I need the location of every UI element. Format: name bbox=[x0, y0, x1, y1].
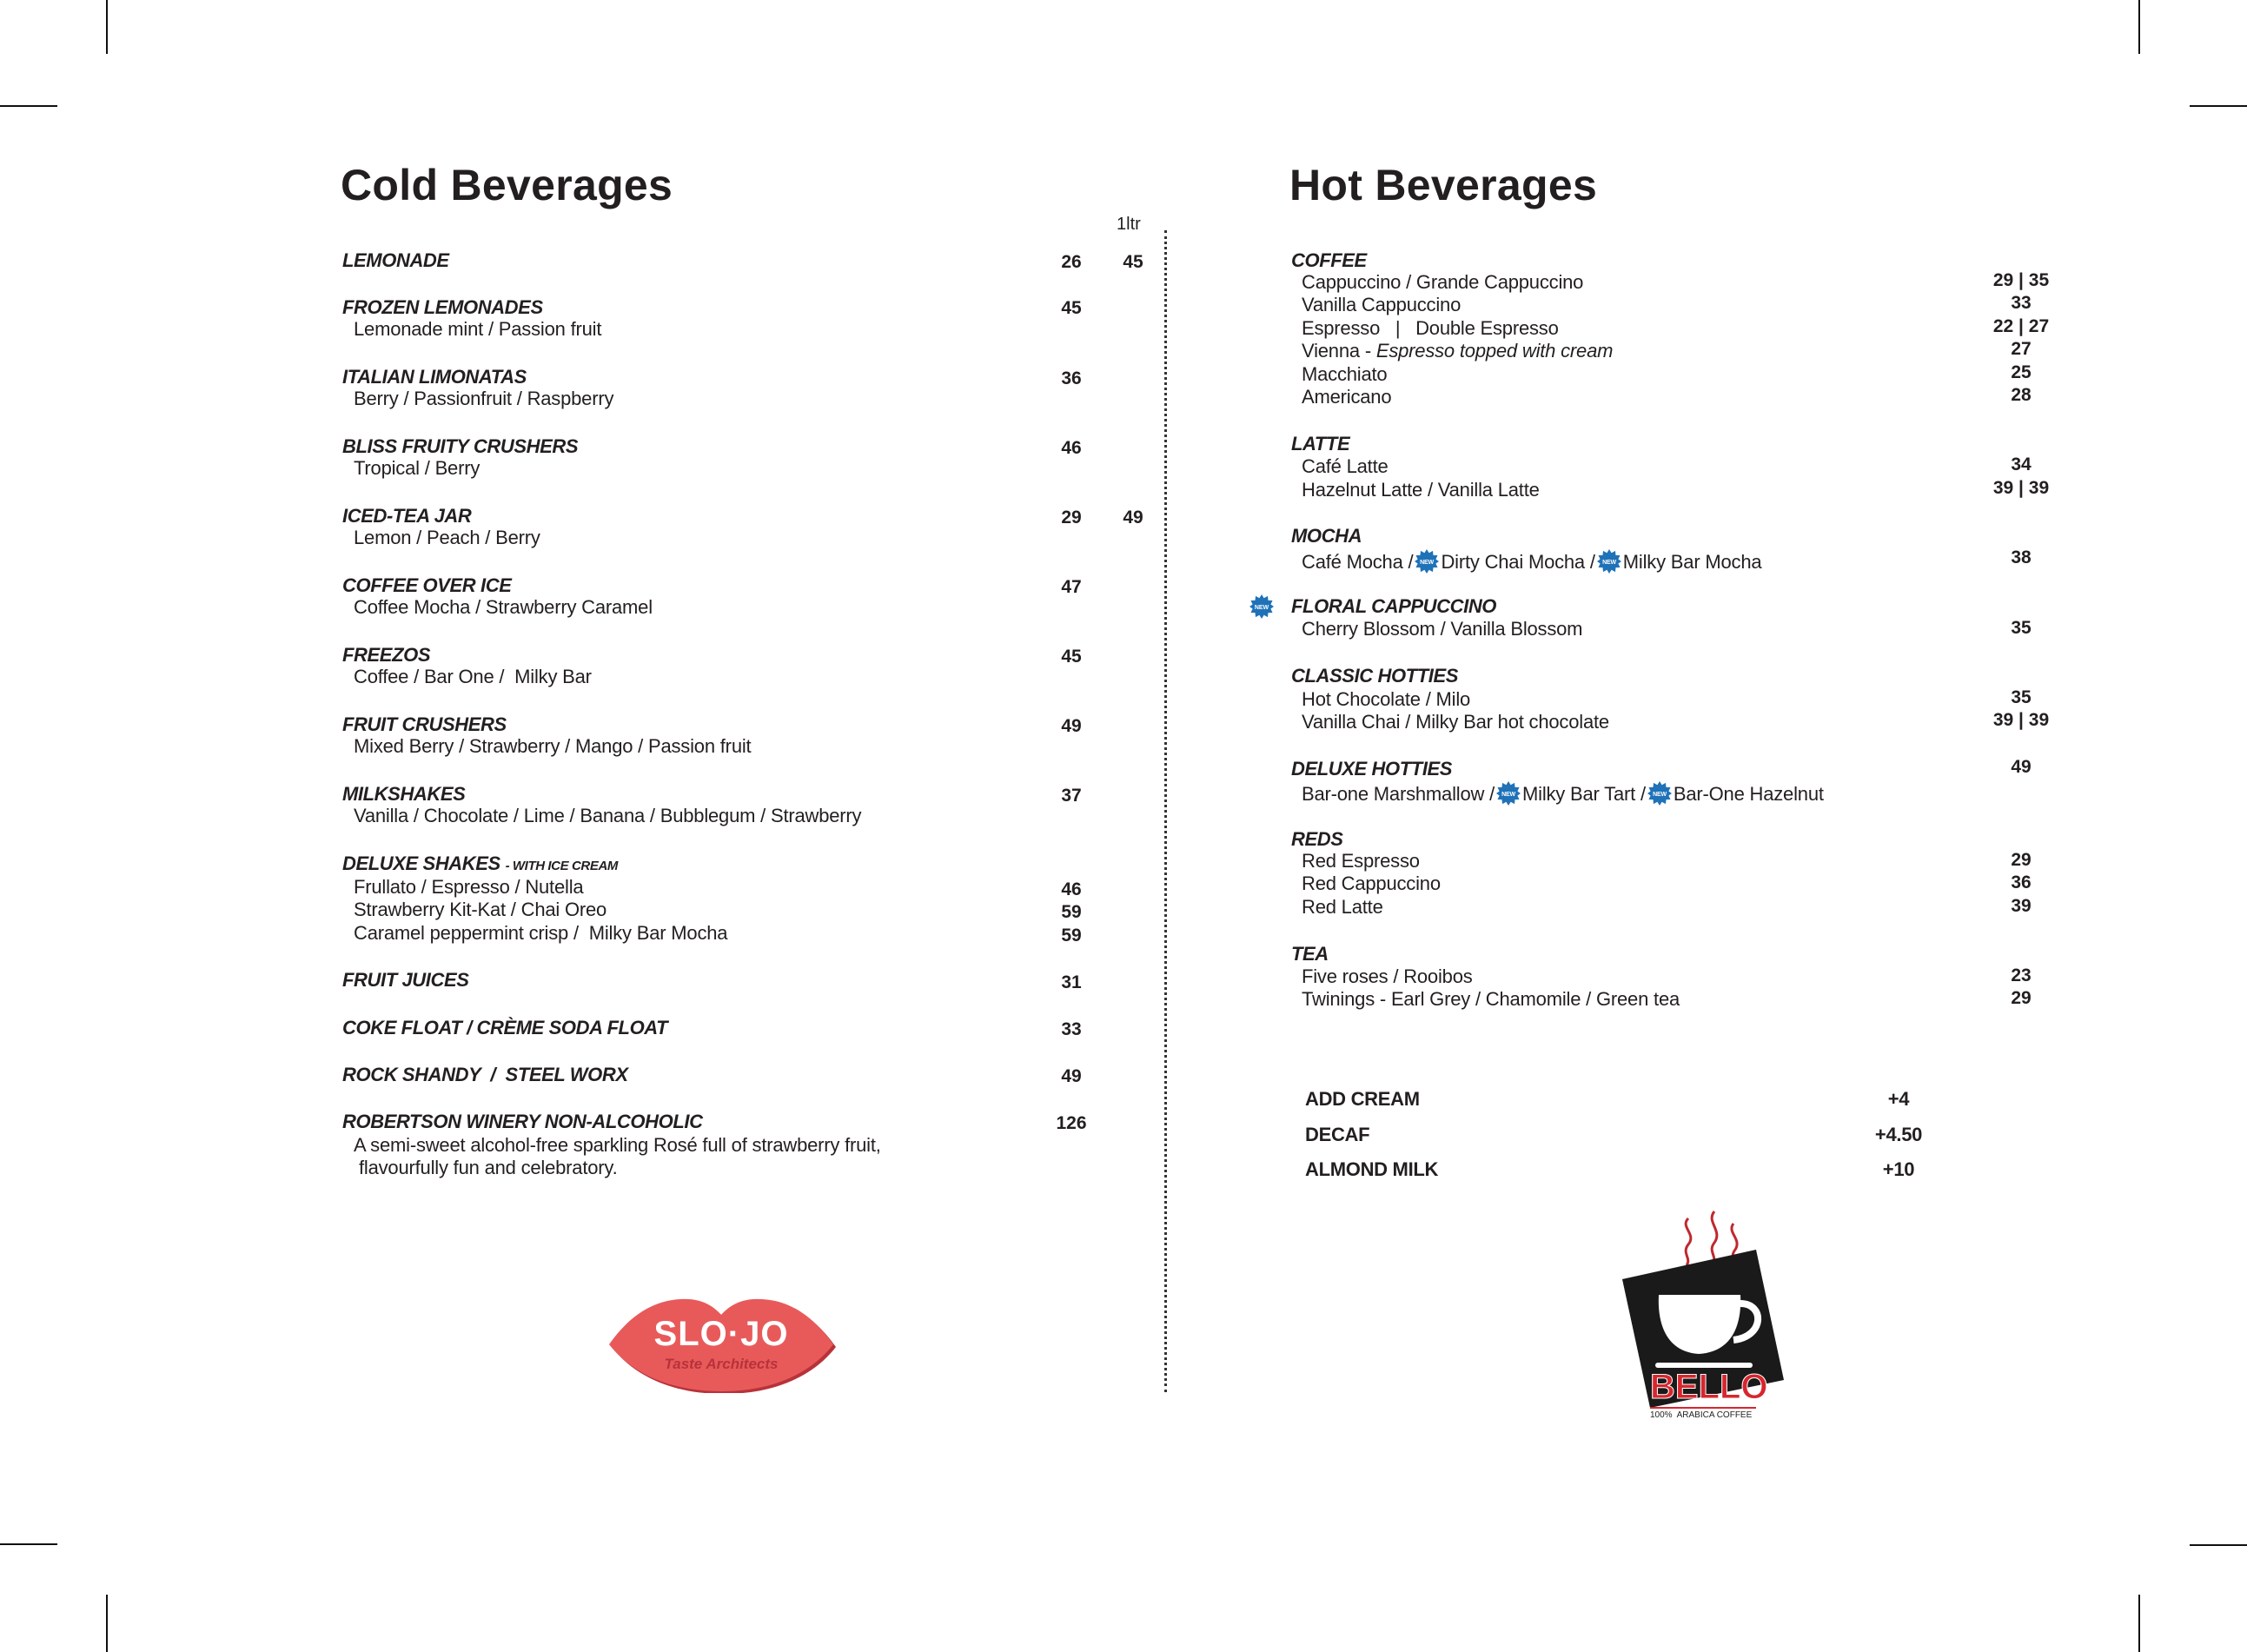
menu-item-desc: Coffee Mocha / Strawberry Caramel bbox=[354, 596, 653, 618]
menu-item-price: 35 bbox=[2011, 618, 2032, 638]
menu-item-price: 31 bbox=[1061, 972, 1082, 992]
section-heading-deluxe-hotties: DELUXE HOTTIES bbox=[1291, 758, 1453, 780]
menu-item-label: Americano bbox=[1302, 386, 1392, 408]
crop-mark-br-horizontal bbox=[2190, 1544, 2247, 1546]
menu-item-name: ICED-TEA JAR bbox=[342, 505, 472, 527]
menu-item-label: Vanilla Cappuccino bbox=[1302, 294, 1462, 315]
menu-item-price: 29 | 35 bbox=[1992, 270, 2050, 290]
menu-item-price: 39 bbox=[2011, 896, 2032, 916]
crop-mark-tl-horizontal bbox=[0, 105, 57, 107]
menu-item-desc-line2: flavourfully fun and celebratory. bbox=[359, 1157, 618, 1178]
menu-item-name: ITALIAN LIMONATAS bbox=[342, 366, 527, 388]
menu-item-price: 39 | 39 bbox=[1992, 478, 2050, 498]
crop-mark-bl-vertical bbox=[106, 1595, 108, 1652]
menu-item-price: 47 bbox=[1061, 577, 1082, 597]
menu-item-price: 38 bbox=[2011, 547, 2032, 567]
addon-label: ADD CREAM bbox=[1305, 1088, 1420, 1110]
menu-item-name: FREEZOS bbox=[342, 644, 431, 666]
menu-option-price: 46 bbox=[1061, 879, 1082, 899]
slojo-wordmark: SLO·JO bbox=[653, 1315, 789, 1353]
menu-item-price: 39 | 39 bbox=[1992, 710, 2050, 730]
bello-wordmark: BELLO bbox=[1650, 1368, 1768, 1406]
menu-item-price-1ltr: 49 bbox=[1123, 508, 1143, 527]
menu-item-name: ROBERTSON WINERY NON-ALCOHOLIC bbox=[342, 1111, 703, 1132]
deluxe-shakes-note: - WITH ICE CREAM bbox=[505, 859, 618, 873]
menu-item-label: Red Cappuccino bbox=[1302, 872, 1441, 894]
menu-item-price: 37 bbox=[1061, 786, 1082, 806]
svg-text:NEW: NEW bbox=[1601, 560, 1616, 566]
menu-item-price: 29 bbox=[1061, 508, 1082, 527]
crop-mark-tl-vertical bbox=[106, 0, 108, 54]
menu-item-price: 27 bbox=[2011, 339, 2032, 359]
section-heading-reds: REDS bbox=[1291, 828, 1343, 850]
menu-option-price: 59 bbox=[1061, 926, 1082, 945]
menu-item-desc: Mixed Berry / Strawberry / Mango / Passion fruit bbox=[354, 735, 752, 757]
crop-mark-bl-horizontal bbox=[0, 1543, 57, 1545]
menu-item-label: Five roses / Rooibos bbox=[1302, 965, 1473, 987]
bar-one-hazelnut-label: Bar-One Hazelnut bbox=[1673, 783, 1824, 805]
dirty-chai-mocha-label: Dirty Chai Mocha / bbox=[1441, 551, 1595, 573]
slojo-logo bbox=[604, 1290, 838, 1393]
menu-item-name bbox=[342, 854, 618, 873]
menu-item-name: COFFEE OVER ICE bbox=[342, 574, 512, 596]
menu-item-label bbox=[1302, 781, 1824, 806]
new-badge-icon bbox=[1249, 594, 1274, 619]
section-heading-tea: TEA bbox=[1291, 943, 1329, 965]
menu-item-label: Red Espresso bbox=[1302, 850, 1420, 872]
bar-one-marshmallow-label: Bar-one Marshmallow / bbox=[1302, 783, 1495, 805]
menu-item-desc: Tropical / Berry bbox=[354, 457, 481, 479]
menu-item-name: FRUIT CRUSHERS bbox=[342, 713, 507, 735]
crop-mark-tr-vertical bbox=[2138, 0, 2140, 54]
menu-item-price: 34 bbox=[2011, 454, 2032, 474]
new-badge-icon bbox=[1415, 549, 1439, 574]
menu-item-label: Café Latte bbox=[1302, 455, 1389, 477]
svg-text:NEW: NEW bbox=[1501, 792, 1515, 798]
menu-item-price: 28 bbox=[2011, 385, 2032, 405]
addon-price: +4 bbox=[1887, 1088, 1910, 1110]
section-heading-coffee: COFFEE bbox=[1291, 249, 1367, 271]
menu-item-name: LEMONADE bbox=[342, 249, 449, 271]
menu-item-price: 45 bbox=[1061, 298, 1082, 318]
menu-item-price: 33 bbox=[1061, 1019, 1082, 1039]
menu-item-label: Espresso | Double Espresso bbox=[1302, 317, 1559, 339]
menu-item-label: Vanilla Chai / Milky Bar hot chocolate bbox=[1302, 711, 1609, 733]
size-header-1ltr: 1ltr bbox=[1117, 215, 1141, 234]
menu-item-desc: A semi-sweet alcohol-free sparkling Rosé full of strawberry fruit, bbox=[354, 1134, 881, 1156]
menu-option-label: Frullato / Espresso / Nutella bbox=[354, 876, 584, 898]
section-heading-latte: LATTE bbox=[1291, 433, 1350, 454]
bello-tagline: 100% ARABICA COFFEE bbox=[1650, 1410, 1753, 1420]
new-badge-icon bbox=[1496, 781, 1521, 806]
svg-text:NEW: NEW bbox=[1653, 792, 1667, 798]
addon-label: DECAF bbox=[1305, 1124, 1370, 1145]
menu-item-price: 49 bbox=[1061, 1066, 1082, 1086]
menu-item-label: Red Latte bbox=[1302, 896, 1383, 918]
menu-item-name: BLISS FRUITY CRUSHERS bbox=[342, 435, 579, 457]
bello-underline bbox=[1650, 1407, 1756, 1409]
menu-item-price: 45 bbox=[1061, 647, 1082, 667]
menu-item-label: Hazelnut Latte / Vanilla Latte bbox=[1302, 479, 1540, 501]
menu-item-name: COKE FLOAT / CRÈME SODA FLOAT bbox=[342, 1017, 668, 1038]
menu-item-price: 29 bbox=[2011, 988, 2032, 1008]
section-heading-floral-cappuccino: FLORAL CAPPUCCINO bbox=[1291, 595, 1497, 617]
menu-item-price: 126 bbox=[1056, 1113, 1087, 1133]
menu-item-name: FRUIT JUICES bbox=[342, 969, 469, 991]
vienna-description: Espresso topped with cream bbox=[1375, 340, 1614, 362]
new-badge-icon bbox=[1597, 549, 1621, 574]
menu-item-desc: Berry / Passionfruit / Raspberry bbox=[354, 388, 614, 409]
deluxe-shakes-label: DELUXE SHAKES bbox=[342, 853, 500, 874]
menu-item-label: Cherry Blossom / Vanilla Blossom bbox=[1302, 618, 1583, 640]
menu-item-label: Twinings - Earl Grey / Chamomile / Green tea bbox=[1302, 988, 1680, 1010]
menu-item-price: 35 bbox=[2011, 687, 2032, 707]
menu-item-name: FROZEN LEMONADES bbox=[342, 296, 543, 318]
menu-item-label bbox=[1302, 549, 1761, 574]
crop-mark-tr-horizontal bbox=[2190, 105, 2247, 107]
menu-item-price: 36 bbox=[2011, 872, 2032, 892]
slojo-tagline: Taste Architects bbox=[664, 1356, 779, 1372]
menu-item-price: 49 bbox=[1061, 716, 1082, 736]
crop-mark-br-vertical bbox=[2138, 1595, 2140, 1652]
menu-item-desc: Coffee / Bar One / Milky Bar bbox=[354, 666, 592, 687]
menu-item-price: 22 | 27 bbox=[1992, 316, 2050, 336]
hot-title: Hot Beverages bbox=[1289, 161, 1598, 209]
section-heading-classic-hotties: CLASSIC HOTTIES bbox=[1291, 665, 1459, 687]
menu-item-price: 25 bbox=[2011, 362, 2032, 382]
milky-bar-tart-label: Milky Bar Tart / bbox=[1522, 783, 1646, 805]
svg-text:NEW: NEW bbox=[1420, 560, 1435, 566]
milky-bar-mocha-label: Milky Bar Mocha bbox=[1622, 551, 1762, 573]
menu-option-label: Strawberry Kit-Kat / Chai Oreo bbox=[354, 899, 607, 920]
cafe-mocha-label: Café Mocha / bbox=[1302, 551, 1414, 573]
section-heading-mocha: MOCHA bbox=[1291, 525, 1362, 547]
menu-option-label: Caramel peppermint crisp / Milky Bar Mocha bbox=[354, 922, 728, 944]
menu-item-desc: Vanilla / Chocolate / Lime / Banana / Bubblegum / Strawberry bbox=[354, 805, 862, 826]
addon-label: ALMOND MILK bbox=[1305, 1158, 1439, 1180]
new-badge-icon bbox=[1647, 781, 1672, 806]
menu-item-label: Hot Chocolate / Milo bbox=[1302, 688, 1471, 710]
menu-item-price: 26 bbox=[1061, 252, 1082, 272]
menu-item-price: 33 bbox=[2011, 293, 2032, 313]
vienna-label: Vienna - bbox=[1302, 340, 1376, 362]
cold-title: Cold Beverages bbox=[341, 161, 673, 209]
addon-price: +4.50 bbox=[1874, 1124, 1923, 1145]
menu-item-desc: Lemonade mint / Passion fruit bbox=[354, 318, 602, 340]
menu-item-price: 29 bbox=[2011, 850, 2032, 870]
menu-item-label bbox=[1302, 342, 1613, 361]
menu-item-price: 46 bbox=[1061, 438, 1082, 458]
menu-item-label: Cappuccino / Grande Cappuccino bbox=[1302, 271, 1584, 293]
menu-item-price: 36 bbox=[1061, 368, 1082, 388]
menu-item-name: MILKSHAKES bbox=[342, 783, 466, 805]
menu-item-price: 49 bbox=[2011, 757, 2032, 777]
menu-item-label: Macchiato bbox=[1302, 363, 1388, 385]
bello-logo bbox=[1612, 1206, 1794, 1423]
menu-item-price: 23 bbox=[2011, 965, 2032, 985]
menu-item-name: ROCK SHANDY / STEEL WORX bbox=[342, 1064, 628, 1085]
addon-price: +10 bbox=[1882, 1158, 1915, 1180]
svg-text:NEW: NEW bbox=[1254, 605, 1269, 611]
menu-option-price: 59 bbox=[1061, 902, 1082, 922]
menu-item-price-1ltr: 45 bbox=[1123, 252, 1143, 272]
menu-item-desc: Lemon / Peach / Berry bbox=[354, 527, 540, 548]
column-divider bbox=[1164, 230, 1167, 1392]
